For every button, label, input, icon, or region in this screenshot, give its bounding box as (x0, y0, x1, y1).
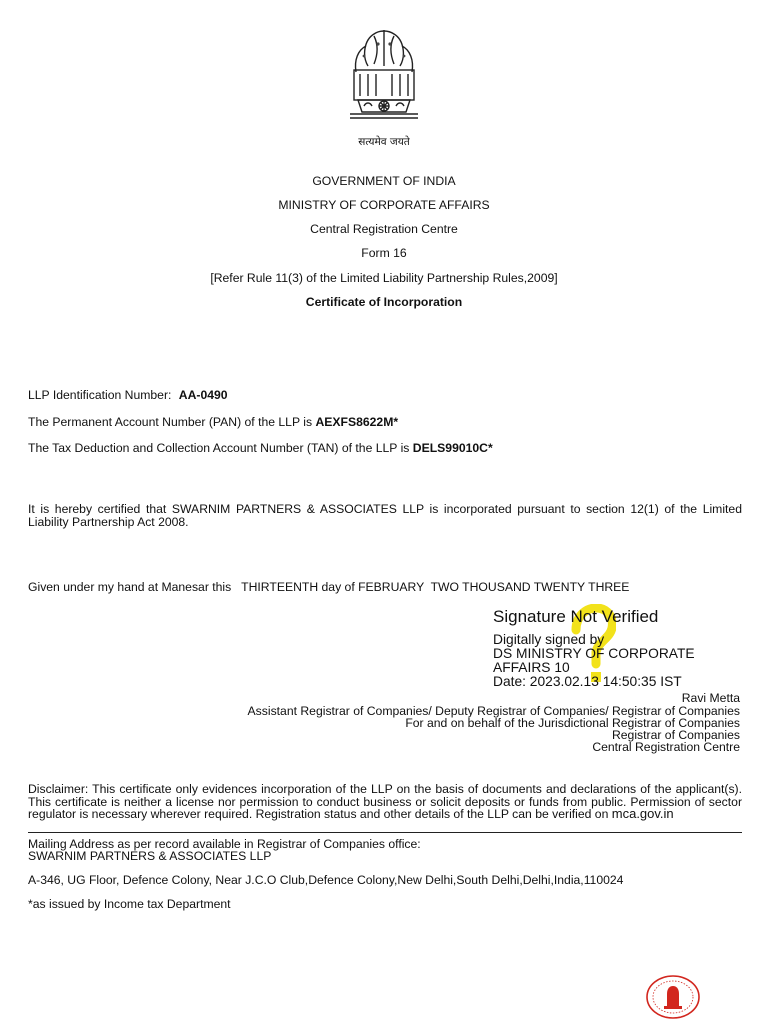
signature-status: Signature Not Verified (493, 607, 659, 626)
signature-signer-cont: AFFAIRS 10 (493, 660, 570, 675)
mailing-name: SWARNIM PARTNERS & ASSOCIATES LLP (28, 849, 272, 863)
mailing-label: Mailing Address as per record available in Registrar of Companies office: (28, 837, 421, 851)
header-centre: Central Registration Centre (310, 222, 458, 236)
mca-link[interactable]: mca.gov.in (611, 806, 674, 821)
certification-text: It is hereby certified that SWARNIM PARTNERS & ASSOCIATES LLP is incorporated pursuant to section 12(1) of the Limited Liability Partnership Act 2008. (28, 502, 742, 529)
tan-label: The Tax Deduction and Collection Account Number (TAN) of the LLP is (28, 441, 413, 455)
given-under-hand-text: Given under my hand at Manesar this THIRTEENTH day of FEBRUARY TWO THOUSAND TWENTY THREE (28, 580, 630, 594)
llpin-value: AA-0490 (178, 388, 228, 402)
registrar-office: Registrar of Companies (611, 728, 740, 742)
mca-seal-icon (645, 974, 701, 1020)
signature-signed-by: Digitally signed by (493, 632, 605, 647)
tan-line (28, 441, 493, 455)
llpin-line (28, 388, 228, 402)
signature-signer: DS MINISTRY OF CORPORATE (493, 646, 695, 661)
mailing-address: A-346, UG Floor, Defence Colony, Near J.C.O Club,Defence Colony,New Delhi,South Delhi,Delhi,India,110024 (28, 873, 624, 887)
header-rule-reference: [Refer Rule 11(3) of the Limited Liability Partnership Rules,2009] (210, 271, 558, 285)
registrar-name: Ravi Metta (681, 691, 740, 705)
pan-value: AEXFS8622M* (315, 415, 399, 429)
disclaimer-text (28, 783, 742, 821)
footnote: *as issued by Income tax Department (28, 897, 231, 911)
pan-line (28, 415, 398, 429)
signature-date: Date: 2023.02.13 14:50:35 IST (493, 674, 682, 689)
pan-label: The Permanent Account Number (PAN) of the LLP is (28, 415, 316, 429)
registrar-designation: Assistant Registrar of Companies/ Deputy Registrar of Companies/ Registrar of Companies (247, 704, 740, 718)
tan-value: DELS99010C* (412, 441, 493, 455)
llpin-label: LLP Identification Number: (28, 388, 175, 402)
header-form: Form 16 (361, 246, 407, 260)
disclaimer-body: Disclaimer: This certificate only evidences incorporation of the LLP on the basis of documents and declarations of the applicant(s). This certificate is neither a license nor permission to conduct business or solicit deposits or funds from public. Permission of sector regulator is necessary wherever required. Registration status and other details of the LLP can be verified on (28, 782, 742, 821)
divider (28, 832, 742, 833)
header-government: GOVERNMENT OF INDIA (312, 174, 456, 188)
emblem-motto: सत्यमेव जयते (358, 136, 410, 148)
national-emblem-icon (344, 26, 424, 138)
header-ministry: MINISTRY OF CORPORATE AFFAIRS (278, 198, 490, 212)
certificate-title: Certificate of Incorporation (305, 295, 463, 309)
registrar-centre: Central Registration Centre (592, 740, 740, 754)
registrar-on-behalf: For and on behalf of the Jurisdictional Registrar of Companies (405, 716, 740, 730)
